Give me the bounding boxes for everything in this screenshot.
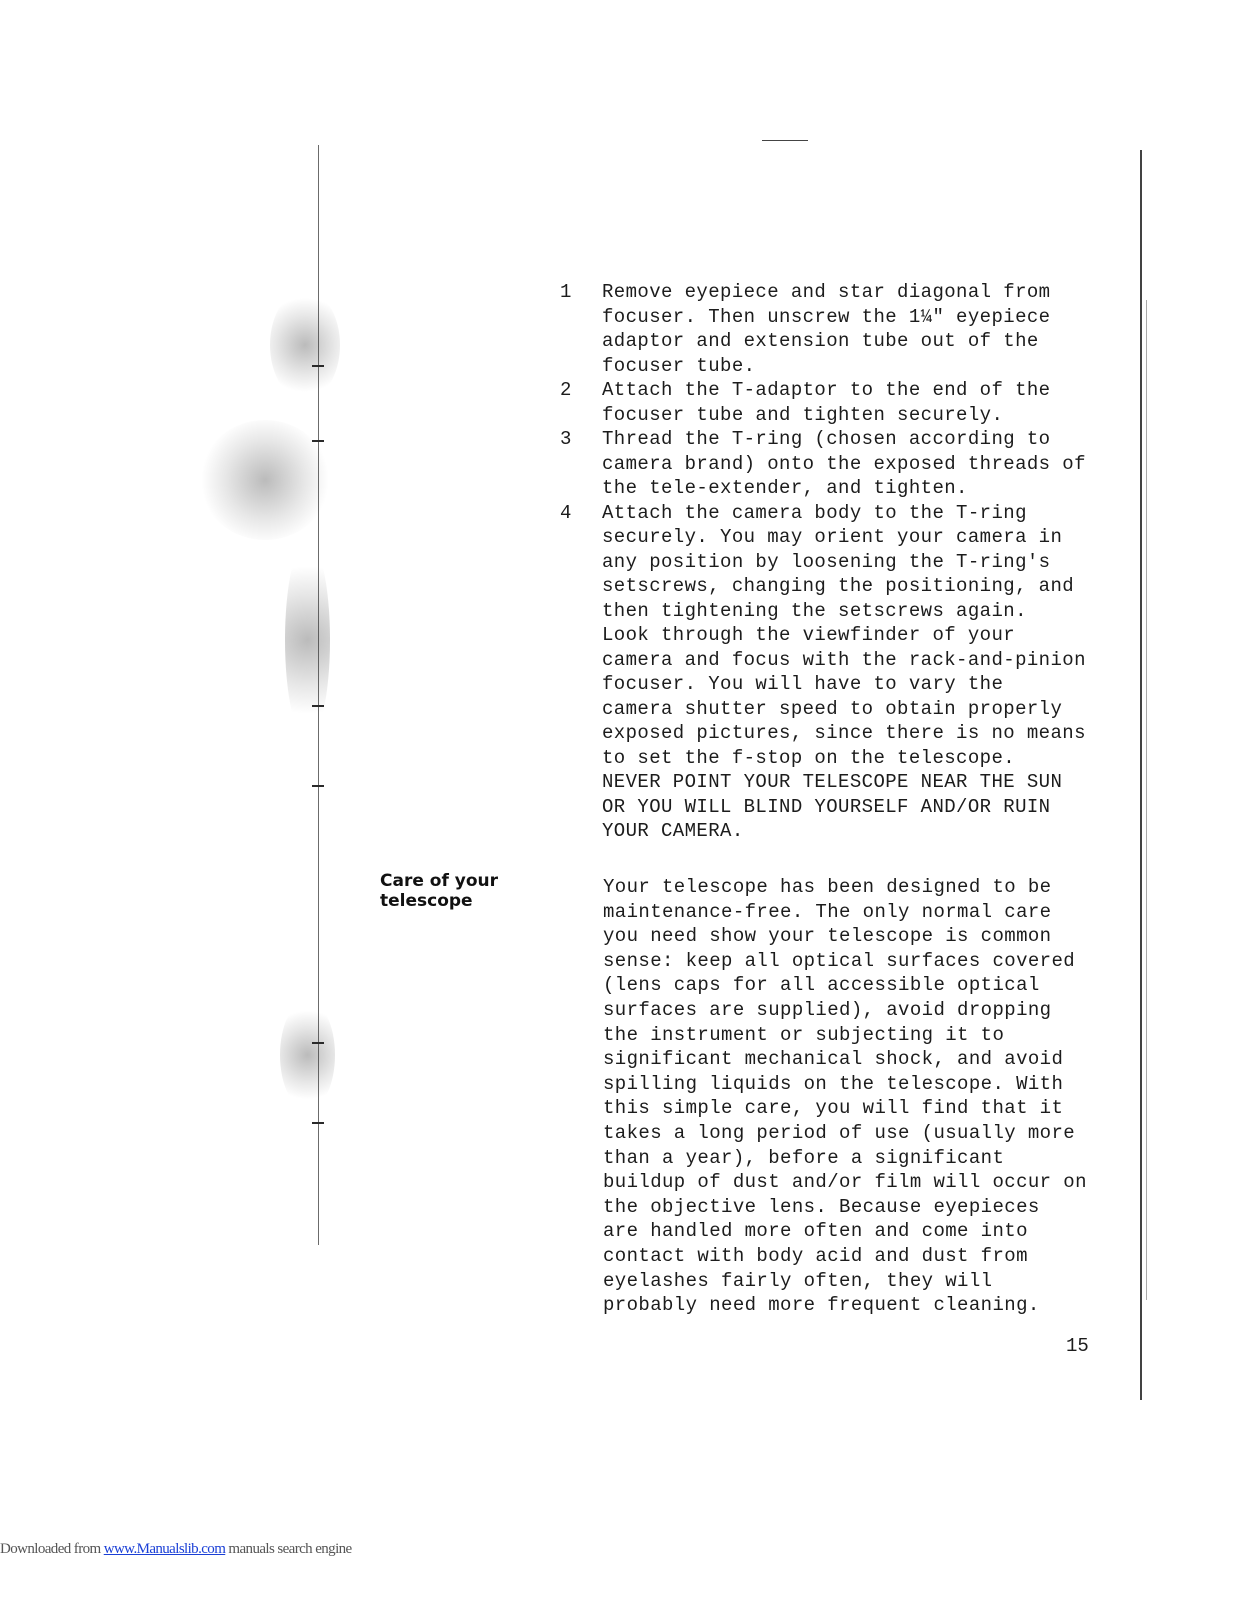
- care-section-body: Your telescope has been designed to be maintenance-free. The only normal care you need show your telescope is common sense: keep all optical surfaces covered (lens caps for all accessible optical surfaces are supplied), avoid dropping the instrument or subjecting it to significant mechanical shock, and avoid spilling liquids on the telescope. With this simple care, you will find that it takes a long period of use (usually more than a year), before a significant buildup of dust and/or film will occur on the objective lens. Because eyepieces are handled more often and come into contact with body acid and dust from eyelashes fairly often, they will probably need more frequent cleaning.: [603, 876, 1087, 1317]
- scan-noise: [200, 420, 330, 540]
- care-section-heading: Care of your telescope: [380, 871, 499, 911]
- scan-noise: [270, 290, 340, 400]
- scan-noise: [280, 1000, 335, 1110]
- scan-noise: [285, 540, 330, 740]
- list-item: [560, 280, 1120, 378]
- manualslib-link[interactable]: www.Manualslib.com: [103, 1541, 226, 1557]
- instruction-list: [560, 280, 1120, 844]
- item-number: 3: [560, 428, 572, 450]
- scan-mark: [762, 140, 808, 141]
- item-text: Attach the T-adaptor to the end of the focuser tube and tighten securely.: [602, 379, 1051, 426]
- binding-tick: [312, 1042, 324, 1044]
- binding-tick: [312, 785, 324, 787]
- footer-suffix: manuals search engine: [225, 1541, 352, 1557]
- download-footer: [0, 1541, 352, 1558]
- binding-tick: [312, 365, 324, 367]
- binding-line-right-secondary: [1146, 300, 1147, 1300]
- binding-tick: [312, 1122, 324, 1124]
- item-number: 2: [560, 379, 572, 401]
- item-number: 4: [560, 501, 572, 524]
- binding-tick: [312, 440, 324, 442]
- binding-tick: [312, 705, 324, 707]
- footer-prefix: Downloaded from: [0, 1541, 104, 1557]
- item-text: Thread the T-ring (chosen according to camera brand) onto the exposed threads of the tele-extender, and tighten.: [602, 428, 1086, 499]
- list-item: [560, 501, 1120, 844]
- item-number: 1: [560, 281, 572, 303]
- item-text: Remove eyepiece and star diagonal from focuser. Then unscrew the 1¼" eyepiece adaptor and extension tube out of the focuser tube.: [602, 281, 1051, 377]
- list-item: [560, 378, 1120, 427]
- item-text: Attach the camera body to the T-ring securely. You may orient your camera in any position by loosening the T-ring's setscrews, changing the positioning, and then tightening the setscrews again. Look through the viewfinder of your camera and focus with the rack-and-pinion focuser. You will have to vary the camera shutter speed to obtain properly exposed pictures, since there is no means to set the f-stop on the telescope. NEVER POINT YOUR TELESCOPE NEAR THE SUN OR YOU WILL BLIND YOURSELF AND/OR RUIN YOUR CAMERA.: [602, 501, 1086, 842]
- list-item: [560, 427, 1120, 501]
- page-number: 15: [1066, 1335, 1089, 1357]
- binding-line-right: [1140, 150, 1142, 1400]
